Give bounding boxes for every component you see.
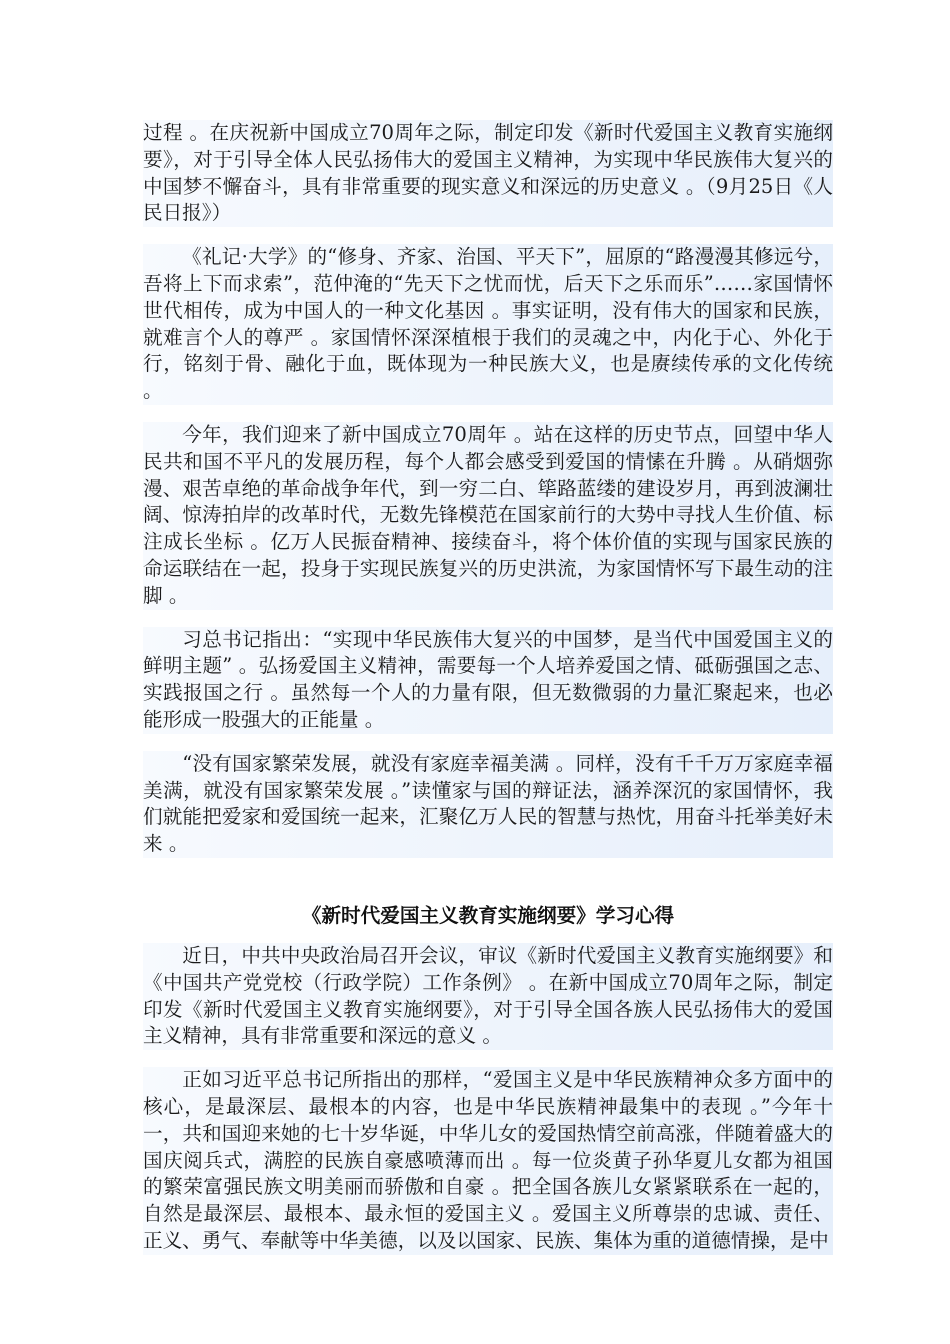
paragraph-continuation: 过程 。在庆祝新中国成立70周年之际，制定印发《新时代爱国主义教育实施纲要》，对于引导全体人民弘扬伟大的爱国主义精神，为实现中华民族伟大复兴的中国梦不懈奋斗，具有非常重要的现实意义和深远的历史意义 。（9月25日《人民日报》） xyxy=(143,120,833,227)
paragraph-70th-anniversary: 今年，我们迎来了新中国成立70周年 。站在这样的历史节点，回望中华人民共和国不平凡的发展历程，每个人都会感受到爱国的情愫在升腾 。从硝烟弥漫、艰苦卓绝的革命战争年代，到一穷二白、筚路蓝缕的建设岁月，再到波澜壮阔、惊涛拍岸的改革时代，无数先锋模范在国家前行的大势中寻找人生价值、标注成长坐标 。亿万人民振奋精神、接续奋斗，将个体价值的实现与国家民族的命运联结在一起，投身于实现民族复兴的历史洪流，为家国情怀写下最生动的注脚 。 xyxy=(143,422,833,610)
document-page xyxy=(143,120,833,1272)
paragraph-family-and-nation: “没有国家繁荣发展，就没有家庭幸福美满 。同样，没有千千万万家庭幸福美满，就没有国家繁荣发展 。”读懂家与国的辩证法，涵养深沉的家国情怀，我们就能把爱家和爱国统一起来，汇聚亿万人民的智慧与热忱，用奋斗托举美好未来 。 xyxy=(143,751,833,858)
paragraph-patriotism-core: 正如习近平总书记所指出的那样，“爱国主义是中华民族精神众多方面中的核心，是最深层、最根本的内容，也是中华民族精神最集中的表现 。”今年十一，共和国迎来她的七十岁华诞，中华儿女的爱国热情空前高涨，伴随着盛大的国庆阅兵式，满腔的民族自豪感喷薄而出 。每一位炎黄子孙华夏儿女都为祖国的繁荣富强民族文明美丽而骄傲和自豪 。把全国各族儿女紧紧联系在一起的，自然是最深层、最根本、最永恒的爱国主义 。爱国主义所尊崇的忠诚、责任、正义、勇气、奉献等中华美德，以及以国家、民族、集体为重的道德情操，是中 xyxy=(143,1067,833,1255)
section-title: 《新时代爱国主义教育实施纲要》学习心得 xyxy=(301,903,675,927)
paragraph-politburo-meeting: 近日，中共中央政治局召开会议，审议《新时代爱国主义教育实施纲要》和《中国共产党党校（行政学院）工作条例》 。在新中国成立70周年之际，制定印发《新时代爱国主义教育实施纲要》，对于引导全国各族人民弘扬伟大的爱国主义精神，具有非常重要和深远的意义 。 xyxy=(143,943,833,1050)
paragraph-family-country-sentiment: 《礼记·大学》的“修身、齐家、治国、平天下”，屈原的“路漫漫其修远兮，吾将上下而求索”，范仲淹的“先天下之忧而忧，后天下之乐而乐”……家国情怀世代相传，成为中国人的一种文化基因 。事实证明，没有伟大的国家和民族，就难言个人的尊严 。家国情怀深深植根于我们的灵魂之中，内化于心、外化于行，铭刻于骨、融化于血，既体现为一种民族大义，也是赓续传承的文化传统 。 xyxy=(143,244,833,405)
paragraph-chinese-dream: 习总书记指出：“实现中华民族伟大复兴的中国梦，是当代中国爱国主义的鲜明主题” 。弘扬爱国主义精神，需要每一个人培养爱国之情、砥砺强国之志、实践报国之行 。虽然每一个人的力量有限，但无数微弱的力量汇聚起来，也必能形成一股强大的正能量 。 xyxy=(143,627,833,734)
